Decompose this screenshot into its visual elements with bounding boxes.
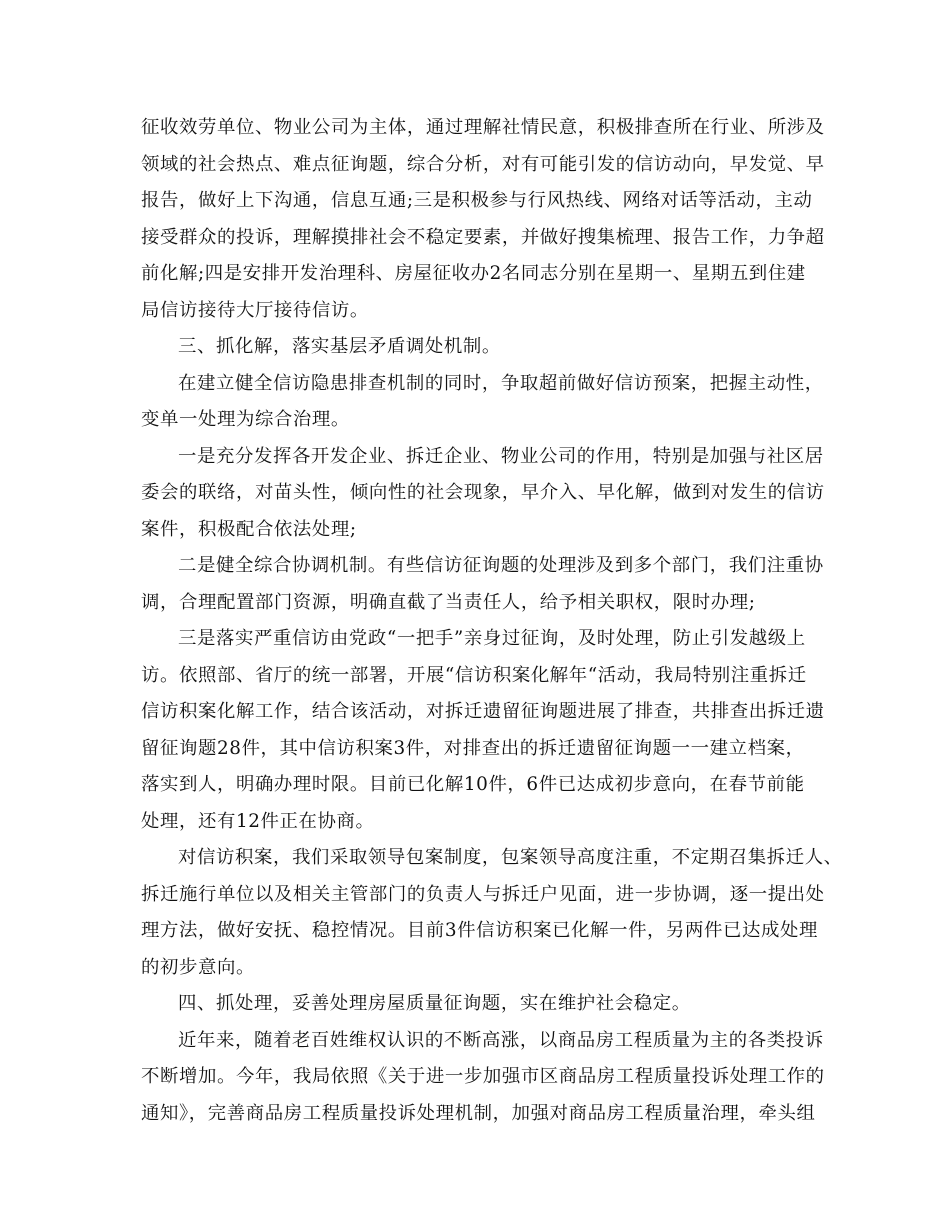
body-text [141,110,843,1132]
text-line: 局信访接待大厅接待信访。 [141,299,369,321]
text-line: 三、抓化解，落实基层矛盾调处机制。 [178,336,501,357]
text-line: 三是落实严重信访由党政“一把手”亲身过征询，及时处理，防止引发越级上 [178,628,806,649]
text-line: 理方法，做好安抚、稳控情况。目前3件信访积案已化解一件，另两件已达成处理 [141,920,818,941]
text-line: 近年来，随着老百姓维权认识的不断高涨，以商品房工程质量为主的各类投诉 [178,1029,824,1051]
text-line: 落实到人，明确办理时限。目前已化解10件，6件已达成初步意向，在春节前能 [141,774,805,795]
text-line: 访。依照部、省厅的统一部署，开展“信访积案化解年“活动，我局特别注重拆迁 [141,664,807,686]
text-line: 委会的联络，对苗头性，倾向性的社会现象，早介入、早化解，做到对发生的信访 [141,482,825,503]
text-line: 报告，做好上下沟通，信息互通;三是积极参与行风热线、网络对话等活动，主动 [141,190,813,211]
text-line: 处理，还有12件正在协商。 [141,810,375,832]
text-line: 变单一处理为综合治理。 [141,409,350,430]
text-line: 留征询题28件，其中信访积案3件，对排查出的拆迁遗留征询题一一建立档案， [141,737,805,759]
text-line: 调，合理配置部门资源，明确直截了当责任人，给予相关职权，限时办理; [141,591,756,613]
text-line: 案件，积极配合依法处理; [141,518,357,540]
text-line: 通知》，完善商品房工程质量投诉处理机制，加强对商品房工程质量治理，牵头组 [141,1102,816,1124]
text-line: 信访积案化解工作，结合该活动，对拆迁遗留征询题进展了排查，共排查出拆迁遗 [141,701,825,722]
text-line: 对信访积案，我们采取领导包案制度，包案领导高度注重，不定期召集拆迁人、 [178,847,843,868]
text-line: 在建立健全信访隐患排查机制的同时，争取超前做好信访预案，把握主动性， [178,372,824,394]
text-line: 二是健全综合协调机制。有些信访征询题的处理涉及到多个部门，我们注重协 [178,555,824,576]
text-line: 一是充分发挥各开发企业、拆迁企业、物业公司的作用，特别是加强与社区居 [178,445,824,467]
text-line: 拆迁施行单位以及相关主管部门的负责人与拆迁户见面，进一步协调，逐一提出处 [141,883,825,905]
text-line: 的初步意向。 [141,956,255,978]
text-line: 征收效劳单位、物业公司为主体，通过理解社情民意，积极排查所在行业、所涉及 [141,117,825,138]
text-line: 前化解;四是安排开发治理科、房屋征收办2名同志分别在星期一、星期五到住建 [141,263,806,284]
text-line: 不断增加。今年，我局依照《关于进一步加强市区商品房工程质量投诉处理工作的 [141,1066,825,1087]
text-line: 四、抓处理，妥善处理房屋质量征询题，实在维护社会稳定。 [178,993,691,1014]
text-line: 领域的社会热点、难点征询题，综合分析，对有可能引发的信访动向，早发觉、早 [141,153,825,175]
text-line: 接受群众的投诉，理解摸排社会不稳定要素，并做好搜集梳理、报告工作，力争超 [141,226,825,248]
